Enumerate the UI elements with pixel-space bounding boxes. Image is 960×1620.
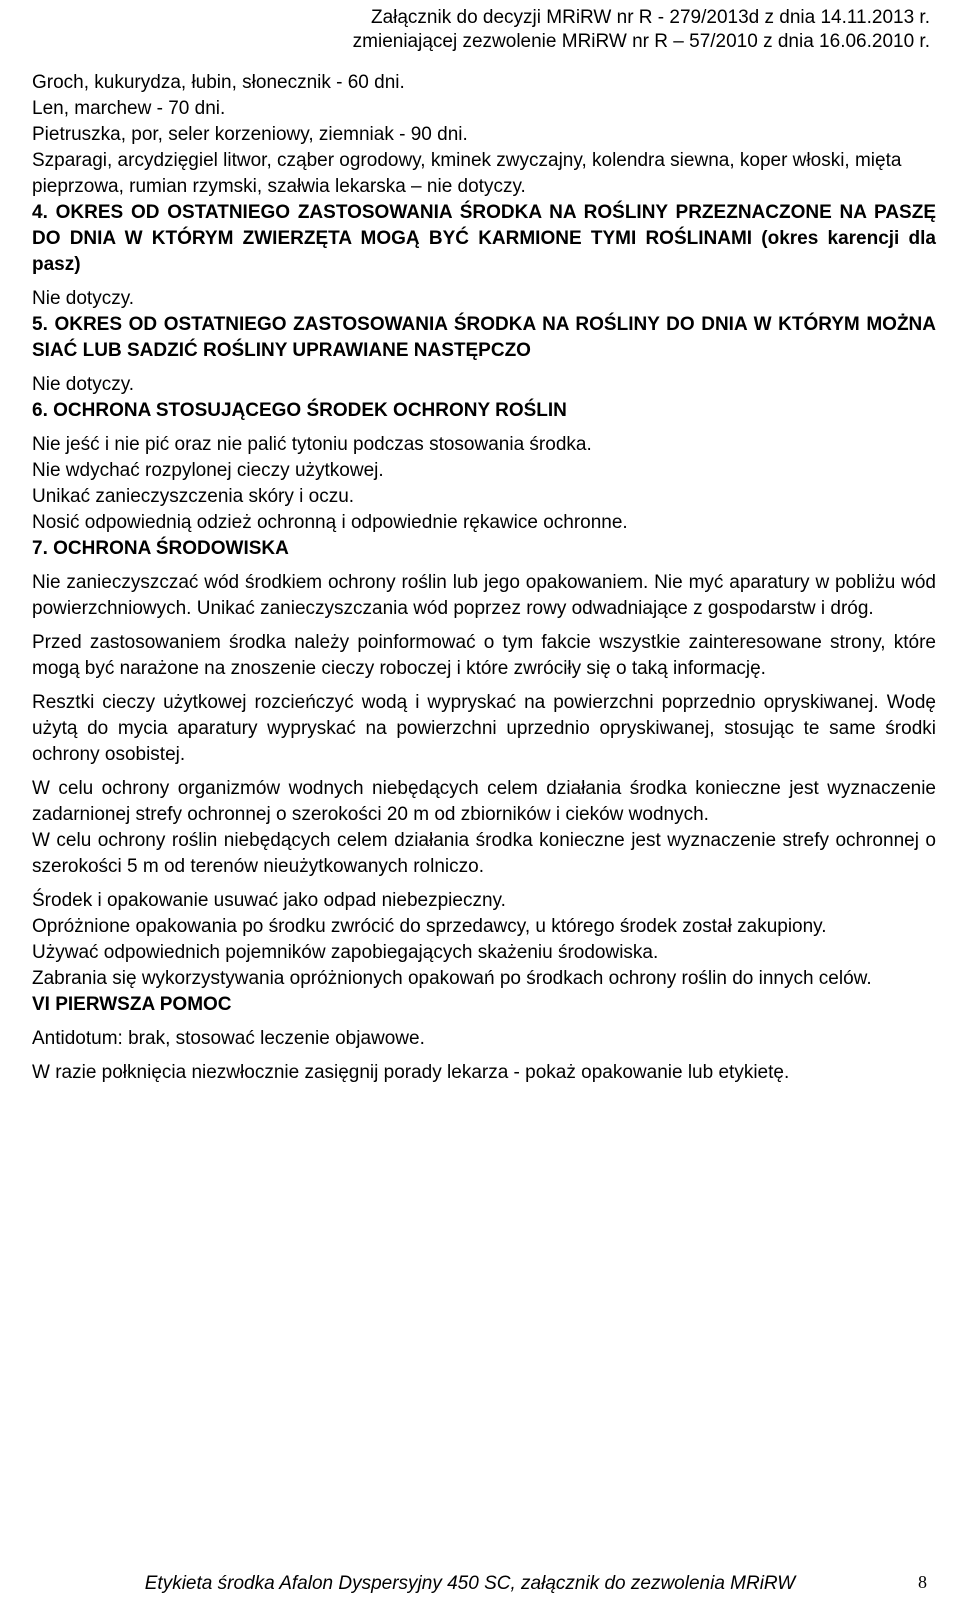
section-7-paragraph: Zabrania się wykorzystywania opróżnionych opakowań po środkach ochrony roślin do innych celów. [32, 968, 872, 989]
section-7-paragraph: Opróżnione opakowania po środku zwrócić do sprzedawcy, u którego środek został zakupiony. [32, 916, 827, 937]
header-line-2: zmieniającej zezwolenie MRiRW nr R – 57/2010 z dnia 16.06.2010 r. [352, 31, 930, 52]
section-vi-heading: VI PIERWSZA POMOC [32, 994, 232, 1015]
intro-line: Pietruszka, por, seler korzeniowy, ziemniak - 90 dni. [32, 124, 468, 145]
document-body [32, 70, 936, 1086]
section-6-line: Nosić odpowiednią odzież ochronną i odpowiednie rękawice ochronne. [32, 512, 628, 533]
section-4-text: Nie dotyczy. [32, 288, 135, 309]
section-6-line: Nie jeść i nie pić oraz nie palić tytoniu podczas stosowania środka. [32, 434, 592, 455]
section-7-paragraph: Używać odpowiednich pojemników zapobiegających skażeniu środowiska. [32, 942, 659, 963]
section-7-paragraph: Środek i opakowanie usuwać jako odpad niebezpieczny. [32, 890, 506, 911]
section-6-heading: 6. OCHRONA STOSUJĄCEGO ŚRODEK OCHRONY ROŚLIN [32, 400, 567, 421]
intro-line: Len, marchew - 70 dni. [32, 98, 226, 119]
header-line-1: Załącznik do decyzji MRiRW nr R - 279/2013d z dnia 14.11.2013 r. [370, 7, 930, 28]
section-5-text: Nie dotyczy. [32, 374, 135, 395]
section-vi-paragraph: W razie połknięcia niezwłocznie zasięgnij porady lekarza - pokaż opakowanie lub etykietę. [32, 1062, 790, 1083]
footer-caption: Etykieta środka Afalon Dyspersyjny 450 SC, załącznik do zezwolenia MRiRW [144, 1573, 796, 1594]
section-7-paragraph: Resztki cieczy użytkowej rozcieńczyć wodą i wypryskać na powierzchni poprzednio opryskiwanej. Wodę użytą do mycia aparatury wypryskać na powierzchni uprzednio opryskiwanej, stosując te same środki ochrony osobistej. [32, 692, 936, 765]
intro-line: Groch, kukurydza, łubin, słonecznik - 60 dni. [32, 72, 405, 93]
section-7-paragraph: Nie zanieczyszczać wód środkiem ochrony roślin lub jego opakowaniem. Nie myć aparatury w pobliżu wód powierzchniowych. Unikać zanieczyszczania wód poprzez rowy odwadniające z gospodarstw i dróg. [32, 572, 936, 619]
section-5-heading: 5. OKRES OD OSTATNIEGO ZASTOSOWANIA ŚRODKA NA ROŚLINY DO DNIA W KTÓRYM MOŻNA SIAĆ LUB SADZIĆ ROŚLINY UPRAWIANE NASTĘPCZO [32, 314, 936, 361]
section-7-paragraph: W celu ochrony organizmów wodnych niebędących celem działania środka konieczne jest wyznaczenie zadarnionej strefy ochronnej o szerokości 20 m od zbiorników i cieków wodnych. [32, 778, 936, 825]
intro-line: Szparagi, arcydzięgiel litwor, cząber ogrodowy, kminek zwyczajny, kolendra siewna, koper włoski, mięta pieprzowa, rumian rzymski, szałwia lekarska – nie dotyczy. [32, 150, 902, 197]
section-vi-paragraph: Antidotum: brak, stosować leczenie objawowe. [32, 1028, 425, 1049]
section-6-line: Nie wdychać rozpylonej cieczy użytkowej. [32, 460, 384, 481]
section-6-line: Unikać zanieczyszczenia skóry i oczu. [32, 486, 355, 507]
section-7-paragraph: W celu ochrony roślin niebędących celem działania środka konieczne jest wyznaczenie strefy ochronnej o szerokości 5 m od terenów nieużytkowanych rolniczo. [32, 830, 936, 877]
section-7-paragraph: Przed zastosowaniem środka należy poinformować o tym fakcie wszystkie zainteresowane strony, które mogą być narażone na znoszenie cieczy roboczej i które zwróciły się o taką informację. [32, 632, 936, 679]
section-7-heading: 7. OCHRONA ŚRODOWISKA [32, 538, 289, 559]
page-header [353, 6, 930, 54]
section-4-heading: 4. OKRES OD OSTATNIEGO ZASTOSOWANIA ŚRODKA NA ROŚLINY PRZEZNACZONE NA PASZĘ DO DNIA W KTÓRYM ZWIERZĘTA MOGĄ BYĆ KARMIONE TYMI ROŚLINAMI (okres karencji dla pasz) [32, 202, 936, 275]
page-number: 8 [918, 1572, 927, 1592]
